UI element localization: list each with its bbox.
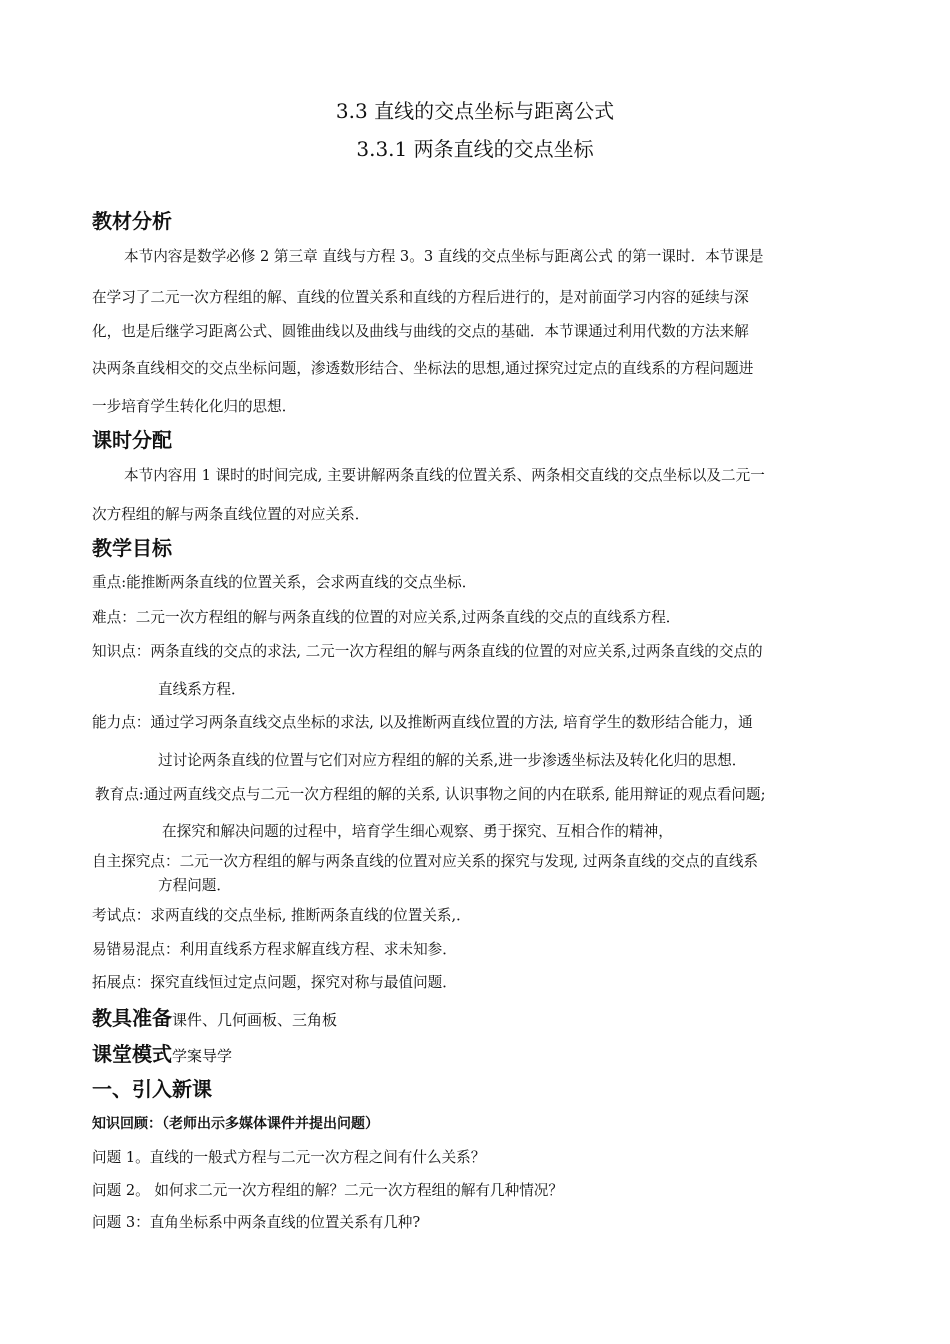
analysis-line: 在学习了二元一次方程组的解、直线的位置关系和直线的方程后进行的，是对前面学习内容的延续与深 <box>92 289 749 306</box>
goal-education: 教育点:通过两直线交点与二元一次方程组的解的关系, 认识事物之间的内在联系, 能用辩证的观点看问题; <box>95 786 766 803</box>
question-3: 问题 3：直角坐标系中两条直线的位置关系有几种? <box>92 1214 421 1231</box>
goal-exam: 考试点：求两直线的交点坐标, 推断两条直线的位置关系,． <box>92 907 471 924</box>
sub-title: 3.3.1 两条直线的交点坐标 <box>356 137 594 161</box>
mode-content: 学案导学 <box>172 1047 233 1065</box>
heading-tools <box>92 1005 337 1033</box>
goal-ability: 能力点：通过学习两条直线交点坐标的求法, 以及推断两直线位置的方法, 培育学生的数形结合能力，通 <box>92 714 753 731</box>
goal-education-cont: 在探究和解决问题的过程中，培育学生细心观察、勇于探究、互相合作的精神， <box>162 823 673 840</box>
question-1: 问题 1。直线的一般式方程与二元一次方程之间有什么关系？ <box>92 1149 486 1166</box>
heading-hours: 课时分配 <box>92 428 172 452</box>
goal-key: 重点:能推断两条直线的位置关系，会求两直线的交点坐标． <box>92 574 477 591</box>
hours-line: 次方程组的解与两条直线位置的对应关系． <box>92 506 370 523</box>
heading-intro: 一、引入新课 <box>92 1077 212 1101</box>
goal-knowledge-cont: 直线系方程． <box>158 681 246 698</box>
tools-label: 教具准备 <box>92 1006 172 1030</box>
heading-goals: 教学目标 <box>92 536 172 560</box>
goal-difficult: 难点：二元一次方程组的解与两条直线的位置的对应关系,过两条直线的交点的直线系方程． <box>92 609 681 626</box>
goal-mistake: 易错易混点：利用直线系方程求解直线方程、求未知参． <box>92 941 457 958</box>
goal-extension: 拓展点：探究直线恒过定点问题，探究对称与最值问题． <box>92 974 457 991</box>
analysis-line: 化，也是后继学习距离公式、圆锥曲线以及曲线与曲线的交点的基础．本节课通过利用代数的方法来解 <box>92 323 749 340</box>
analysis-line: 本节内容是数学必修 2 第三章 直线与方程 3。3 直线的交点坐标与距离公式 的第一课时．本节课是 <box>124 248 764 265</box>
heading-mode <box>92 1041 232 1069</box>
tools-content: 课件、几何画板、三角板 <box>172 1011 338 1029</box>
goal-knowledge: 知识点：两条直线的交点的求法, 二元一次方程组的解与两条直线的位置的对应关系,过两条直线的交点的 <box>92 643 763 660</box>
question-2: 问题 2。 如何求二元一次方程组的解？二元一次方程组的解有几种情况？ <box>92 1182 563 1199</box>
analysis-line: 一步培育学生转化化归的思想． <box>92 398 297 415</box>
analysis-line: 决两条直线相交的交点坐标问题，渗透数形结合、坐标法的思想,通过探究过定点的直线系的方程问题进 <box>92 360 754 377</box>
goal-explore: 自主探究点：二元一次方程组的解与两条直线的位置对应关系的探究与发现, 过两条直线的交点的直线系 <box>92 853 759 870</box>
heading-analysis: 教材分析 <box>92 209 172 233</box>
knowledge-review: 知识回顾：（老师出示多媒体课件并提出问题） <box>92 1116 379 1132</box>
goal-ability-cont: 过讨论两条直线的位置与它们对应方程组的解的关系,进一步渗透坐标法及转化化归的思想． <box>158 752 747 769</box>
goal-explore-cont: 方程问题． <box>158 877 231 894</box>
main-title: 3.3 直线的交点坐标与距离公式 <box>335 99 615 123</box>
hours-line: 本节内容用 1 课时的时间完成, 主要讲解两条直线的位置关系、两条相交直线的交点坐标以及二元一 <box>124 467 765 484</box>
mode-label: 课堂模式 <box>92 1042 172 1066</box>
